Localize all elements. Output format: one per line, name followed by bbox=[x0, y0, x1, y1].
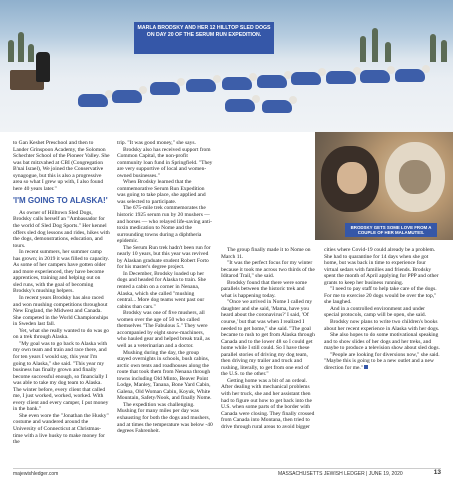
paragraph: cities where Covid-19 could already be a problem. She had to quarantine for 14 days when she got home, but was back in time to experience four virtual sedars with families and friends. Brodsky spent the month of April applying for PPP and other grants to keep her business running. bbox=[324, 247, 439, 286]
paragraph: "Once we arrived in Nome I called my daughter and she said, 'Mama, have you heard about the coronavirus?' I said, 'Of course,' but that was when I realized I needed to get home," she said. "The goal became to rush to get from Alaska through Canada and to the lower 48 so I could get home while I still could. So I have these parallel stories of driving my dog team, then driving my trailer and truck and rushing, literally, to get from one end of the U.S. to the other." bbox=[221, 299, 315, 378]
section-subhead: 'I'M GOING TO ALASKA!' bbox=[13, 196, 108, 206]
paragraph: In recent summers, her summer camp has grown; in 2019 it was filled to capacity. As some of her campers have gotten older and more experienced, they have become apprentices, training and helping out on sled runs, with the goal of becoming Brodsky's mushing helpers. bbox=[13, 249, 110, 295]
article-column-4 bbox=[324, 247, 441, 371]
paragraph: Mushing during the day, the group stayed overnights in schools, bush cabins, arctic own tents and roadhouses along the route that took them from Nenana through towns including Old Minto, Beaver Point Lodge, Manley, Tanana, Bone Yard Cabin, Galena, Old Woman Cabin, Koyuk, White Mountain, Safety/Nook, and finally Nome. bbox=[117, 349, 212, 402]
paragraph: And in a controlled environment and under special protocols, camp will be open, she said. bbox=[324, 305, 427, 319]
paragraph: In recent years Brodsky has also raced and won mushing competitions throughout New England, the Midwest and Canada. She competed in the World Championships in Sweden last fall. bbox=[13, 295, 109, 328]
paragraph: Yet, what she really wanted to do was go on a trek through Alaska. bbox=[13, 327, 110, 341]
paragraph: trip. "It was good money," she says. bbox=[117, 140, 196, 146]
paragraph: In December, Brodsky loaded up her dogs and headed for Alaska to train. She rented a cabin on a corner in Nenana, Alaska, which she called "mushing central... More dog teams went past our cabins than cars." bbox=[117, 270, 206, 310]
paragraph: Getting home was a bit of an ordeal. After dealing with mechanical problems with her truck, she and her assistant then had to figure out how to get back into the U.S. when some parts of the border with Canada were closing. They finally crossed from Canada into Montana, then tried to drive through rural areas to avoid bigger bbox=[221, 377, 315, 430]
paragraph: When Brodsky learned that the commemorative Serum Run Expedition was going to take place, she applied and was selected to participate. bbox=[117, 179, 206, 205]
paragraph: Brodsky was one of five mushers, all women over the age of 50 who called themselves "The Fabulous 5." They were accompanied by eight snow-machiners, who hauled gear and helped break trail, as well as a veterinarian and a doctor. bbox=[117, 310, 210, 349]
page-footer bbox=[13, 468, 441, 477]
article-column-2 bbox=[117, 140, 214, 435]
paragraph: The 675-mile trek commemorates the historic 1925 serum run by 20 mushers — and horses — who relayed life-saving anti-toxin medication to Nome and the surrounding towns during a diphtheria epidemic. bbox=[117, 205, 212, 245]
paragraph: The expedition was challenging. Mushing for many miles per day was exhausting for both the dogs and mushers, and at times the temperature was below -40 degrees Fahrenheit. bbox=[117, 401, 213, 435]
paragraph: to Gan Keshet Preschool and then to Lander Grinspoon Academy, the Solomon Schechter School of the Pioneer Valley. She was bat mitzvahed at CBI (Congregation B'nai Israel), We joined the Conservative synagogue, but this is also a progressive area so what I grew up with, I also found here 40 years later." bbox=[13, 140, 110, 192]
end-of-article-mark-icon bbox=[364, 365, 368, 369]
paragraph: The Serum Run trek hadn't been run for nearly 10 years, but this year was revived by Alaskan graduate student Robert Forto for his master's degree project. bbox=[117, 244, 211, 271]
right-photo-caption: BRODSKY GETS SOME LOVE FROM A COUPLE OF HER MALAMUTES. bbox=[345, 223, 437, 237]
paragraph: "It was the perfect focus for my winter because it took me across two thirds of the Iditarod Trail," she said. bbox=[221, 260, 315, 280]
publication-date-line: MASSACHUSETTS JEWISH LEDGER | JUNE 19, 2020 bbox=[278, 471, 403, 477]
paragraph-text: "People are looking for diversions now," she said. "Maybe this is going to be a new outlet and a new direction for me." bbox=[324, 351, 440, 371]
top-photo-caption: MARLA BRODSKY AND HER 12 HILLTOP SLED DOGS ON DAY 20 OF THE SERUM RUN EXPEDITION. bbox=[134, 22, 274, 54]
paragraph: She even wore the "Jonathan the Husky" costume and wandered around the University of Connecticut at Christmas-time with a live husky to make money for the bbox=[13, 412, 109, 446]
paragraph: She also hopes to do some motivational speaking and to show slides of her dogs and her treks, and maybe to produce a television show about sled dogs. bbox=[324, 332, 440, 352]
paragraph: "I need to pay staff to help take care of the dogs. For me to exercise 20 dogs would be over the top," she laughed. bbox=[324, 286, 437, 306]
paragraph bbox=[324, 352, 441, 372]
paragraph: "My goal was to go back to Alaska with my own team and train and race there, and for ten years I would say, this year I'm going to Alaska," she said. "This year my business has finally grown and finally become successful enough, so financially I was able to take my dog team to Alaska. The winter before, every client that called me, I just worked, worked, worked. With every client and every camper, I put money in the bank." bbox=[13, 340, 109, 413]
sled-dog-team-photo bbox=[0, 0, 453, 132]
article-column-1 bbox=[13, 140, 110, 446]
page-number: 13 bbox=[433, 469, 441, 476]
paragraph: The group finally made it to Nome on March 11. bbox=[221, 247, 311, 260]
website-url: majewishledger.com bbox=[13, 471, 59, 477]
paragraph: Brodsky found that there were some parallels between the historic trek and what is happening today. bbox=[221, 279, 307, 299]
paragraph: Brodsky also has received support from Common Capital, the non-profit community loan fund in Springfield. "They are very supportive of local and women-owned businesses." bbox=[117, 146, 213, 179]
paragraph: Brodsky now plans to write two children's books about her recent experience in Alaska with her dogs. bbox=[324, 319, 440, 332]
article-column-3 bbox=[221, 247, 316, 430]
paragraph: As owner of Hilltown Sled Dogs, Brodsky calls herself an "Ambassador for the world of Sled Dog Sports." Her kennel offers sled dog lessons and rides, hikes with the dogs, demonstrations, education, and tours. bbox=[13, 209, 110, 249]
